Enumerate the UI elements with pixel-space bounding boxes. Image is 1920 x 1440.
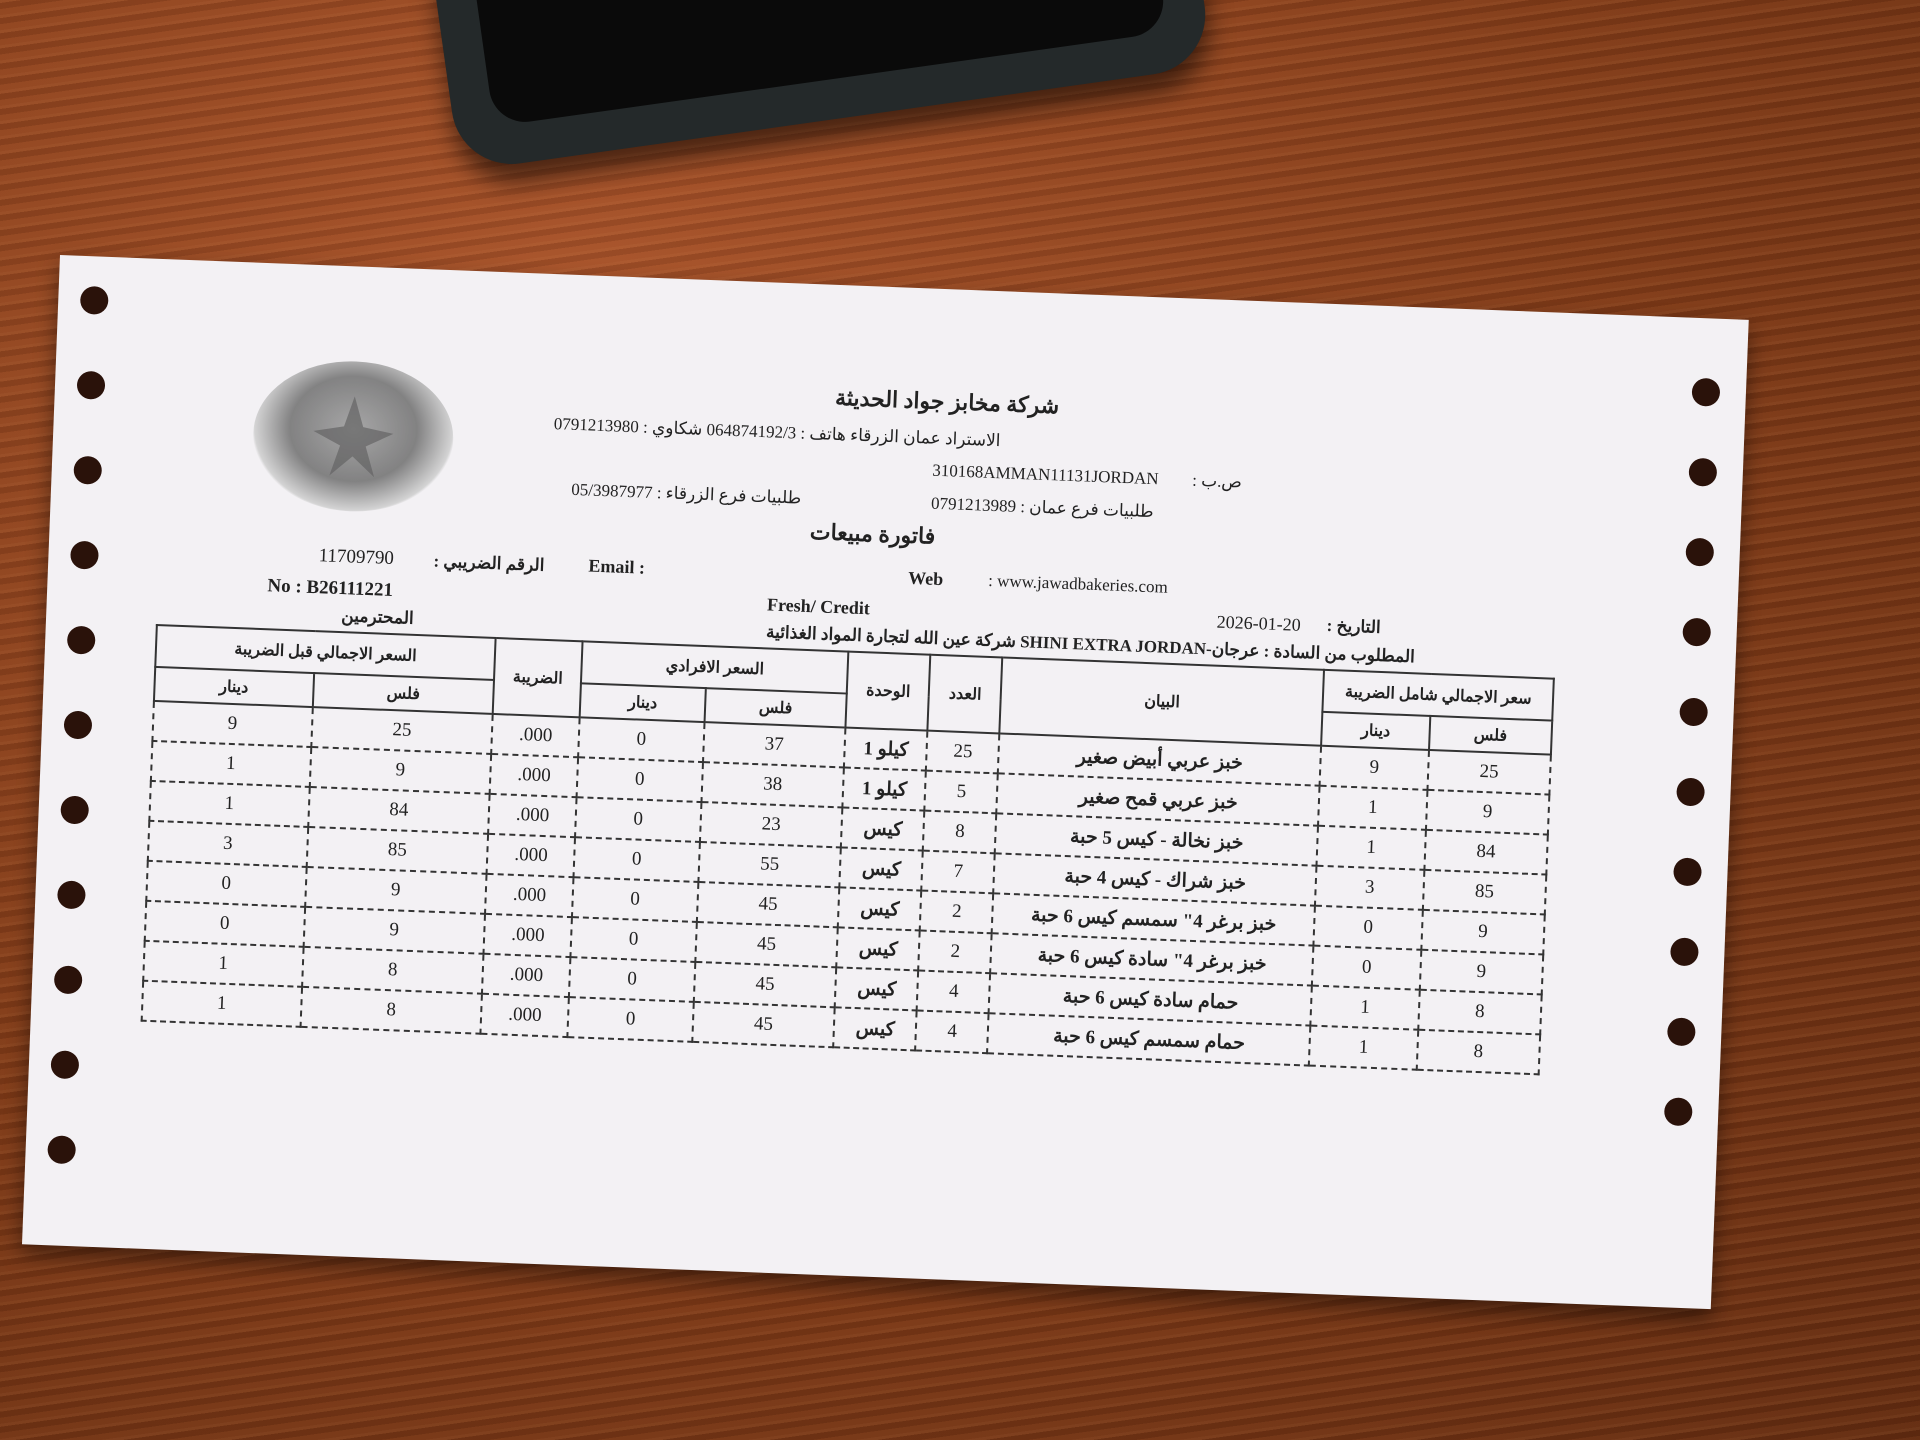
company-name: شركة مخابز جواد الحديثة — [834, 384, 1060, 419]
cell-unit-fils: 37 — [703, 722, 846, 767]
header-dinar: دينار — [1321, 712, 1430, 750]
cell-total-fils: 8 — [1418, 990, 1542, 1035]
cell-unit-dinar: 0 — [575, 797, 701, 842]
cell-before-fils: 85 — [306, 827, 488, 874]
header-unit-price: السعر الافرادي — [581, 641, 849, 693]
cell-unit: كيس — [841, 807, 924, 850]
header-unit: الوحدة — [846, 652, 931, 731]
cell-total-dinar: 1 — [1317, 826, 1426, 870]
invoice-date: 2026-01-20 — [1216, 611, 1302, 635]
cell-count: 7 — [922, 851, 995, 894]
cell-description: خبز برغر 4" سمسم كيس 6 حبة — [992, 893, 1315, 945]
invoice-table — [141, 624, 1555, 1075]
po-box: 310168AMMAN11131JORDAN — [932, 460, 1159, 489]
cell-tax: .000 — [481, 994, 569, 1037]
tractor-hole — [1679, 698, 1708, 727]
tractor-hole — [57, 880, 86, 909]
invoice-paper — [22, 255, 1749, 1309]
cell-unit-fils: 38 — [701, 762, 844, 807]
cell-unit: كيس — [838, 887, 921, 930]
cell-count: 4 — [917, 970, 990, 1013]
orders-amman: طلبيات فرع عمان : 0791213989 — [930, 493, 1154, 522]
cell-before-fils: 8 — [302, 947, 484, 994]
tax-number: 11709790 — [318, 545, 395, 570]
tractor-hole — [50, 1050, 79, 1079]
phone-screen — [471, 0, 1168, 127]
cell-total-fils: 84 — [1424, 830, 1548, 875]
cell-before-fils: 9 — [303, 907, 485, 954]
tractor-hole — [1664, 1097, 1693, 1126]
cell-count: 2 — [919, 931, 992, 974]
cell-tax: .000 — [490, 754, 578, 797]
phone — [427, 0, 1213, 172]
tractor-hole — [60, 795, 89, 824]
document-title: فاتورة مبيعات — [809, 519, 936, 549]
header-count: العدد — [928, 655, 1003, 734]
cell-before-dinar: 3 — [148, 821, 308, 867]
cell-count: 5 — [925, 771, 998, 814]
cell-before-dinar: 1 — [149, 781, 309, 827]
tractor-hole — [1676, 777, 1705, 806]
cell-before-fils: 84 — [308, 787, 490, 834]
cell-unit-dinar: 0 — [572, 877, 698, 922]
cell-unit-dinar: 0 — [574, 837, 700, 882]
payment-type: Fresh/ Credit — [766, 594, 871, 619]
tax-number-label: الرقم الضريبي : — [433, 551, 545, 575]
cell-unit: كيلو 1 — [843, 767, 926, 810]
cell-total-dinar: 3 — [1315, 866, 1424, 910]
cell-before-dinar: 0 — [146, 861, 306, 907]
header-fils: فلس — [1429, 716, 1553, 755]
cell-unit-fils: 45 — [697, 882, 840, 927]
cell-unit: كيس — [834, 1007, 917, 1050]
header-dinar: دينار — [154, 667, 314, 707]
cell-before-dinar: 1 — [143, 941, 303, 987]
cell-description: خبز عربي قمح صغير — [997, 773, 1320, 825]
cell-tax: .000 — [488, 794, 576, 837]
cell-tax: .000 — [491, 714, 579, 757]
tractor-hole — [63, 711, 92, 740]
cell-before-dinar: 1 — [142, 981, 302, 1027]
cell-before-fils: 8 — [300, 987, 482, 1034]
cell-description: خبز عربي أبيض صغير — [998, 733, 1321, 785]
cell-unit: كيس — [835, 967, 918, 1010]
cell-tax: .000 — [485, 874, 573, 917]
cell-description: حمام سادة كيس 6 حبة — [989, 973, 1312, 1025]
cell-count: 2 — [920, 891, 993, 934]
website: : www.jawadbakeries.com — [987, 570, 1169, 597]
cell-description: حمام سمسم كيس 6 حبة — [987, 1013, 1310, 1065]
cell-count: 25 — [926, 731, 999, 774]
tractor-hole — [1691, 378, 1720, 407]
cell-count: 4 — [915, 1010, 988, 1053]
date-label: التاريخ : — [1326, 615, 1382, 637]
cell-total-dinar: 0 — [1314, 906, 1423, 950]
cell-description: خبز نخالة - كيس 5 حبة — [995, 813, 1318, 865]
tractor-hole — [73, 456, 102, 485]
cell-total-fils: 25 — [1427, 750, 1551, 795]
tractor-hole — [47, 1135, 76, 1164]
header-fils: فلس — [312, 673, 494, 714]
cell-unit: كيلو 1 — [844, 728, 927, 771]
tractor-hole — [67, 626, 96, 655]
cell-total-dinar: 1 — [1318, 786, 1427, 830]
header-fils: فلس — [704, 688, 847, 727]
cell-before-fils: 9 — [305, 867, 487, 914]
company-logo — [250, 358, 456, 516]
cell-unit-dinar: 0 — [568, 997, 694, 1042]
cell-unit: كيس — [840, 847, 923, 890]
header-dinar: دينار — [580, 683, 706, 722]
respected-label: المحترمين — [341, 606, 415, 628]
tractor-hole — [1667, 1017, 1696, 1046]
cell-before-dinar: 0 — [145, 901, 305, 947]
cell-unit-fils: 55 — [698, 842, 841, 887]
web-label: Web — [907, 567, 944, 590]
cell-unit: كيس — [837, 927, 920, 970]
cell-total-dinar: 1 — [1311, 986, 1420, 1030]
cell-total-fils: 8 — [1416, 1030, 1540, 1075]
cell-total-fils: 85 — [1423, 870, 1547, 915]
cell-total-fils: 9 — [1426, 790, 1550, 835]
header-description: البيان — [1000, 657, 1325, 745]
cell-unit-dinar: 0 — [569, 957, 695, 1002]
po-box-label: ص.ب : — [1191, 470, 1243, 492]
cell-unit-fils: 45 — [692, 1002, 835, 1047]
customer-line: المطلوب من السادة : عرجان-SHINI EXTRA JORDAN شركة عين الله لتجارة المواد الغذائية — [765, 622, 1416, 667]
cell-total-dinar: 0 — [1312, 946, 1421, 990]
cell-before-fils: 9 — [309, 747, 491, 794]
tractor-hole — [1682, 618, 1711, 647]
cell-unit-fils: 23 — [700, 802, 843, 847]
cell-before-dinar: 9 — [152, 701, 312, 747]
header-total-with-tax: سعر الاجمالي شامل الضريبة — [1323, 670, 1554, 721]
tractor-hole — [1688, 458, 1717, 487]
cell-tax: .000 — [482, 954, 570, 997]
cell-unit-dinar: 0 — [578, 717, 704, 762]
email-label: Email : — [588, 555, 646, 578]
tractor-hole — [1685, 538, 1714, 567]
cell-unit-fils: 45 — [695, 922, 838, 967]
tractor-hole — [1670, 937, 1699, 966]
tractor-hole — [1673, 857, 1702, 886]
cell-total-fils: 9 — [1419, 950, 1543, 995]
cell-total-dinar: 9 — [1320, 746, 1429, 790]
tractor-hole — [76, 371, 105, 400]
cell-unit-dinar: 0 — [577, 757, 703, 802]
cell-before-dinar: 1 — [151, 741, 311, 787]
orders-zarqa: طلبيات فرع الزرقاء : 05/3987977 — [571, 479, 802, 508]
cell-before-fils: 25 — [311, 707, 493, 754]
cell-unit-fils: 45 — [693, 962, 836, 1007]
invoice-number: No : B26111221 — [267, 575, 394, 602]
company-address-phone: الاستراد عمان الزرقاء هاتف : 064874192/3 شكاوي : 0791213980 — [553, 414, 1001, 451]
cell-total-dinar: 1 — [1309, 1026, 1418, 1070]
tractor-hole — [70, 541, 99, 570]
cell-description: خبز شراك - كيس 4 حبة — [994, 853, 1317, 905]
tractor-hole — [54, 965, 83, 994]
header-tax: الضريبة — [493, 638, 583, 717]
tractor-hole — [80, 286, 109, 315]
header-total-before-tax: السعر الاجمالي قبل الضريبة — [155, 625, 496, 680]
cell-unit-dinar: 0 — [571, 917, 697, 962]
cell-total-fils: 9 — [1421, 910, 1545, 955]
cell-count: 8 — [923, 811, 996, 854]
cell-description: خبز برغر 4" سادة كيس 6 حبة — [991, 933, 1314, 985]
cell-tax: .000 — [484, 914, 572, 957]
cell-tax: .000 — [487, 834, 575, 877]
